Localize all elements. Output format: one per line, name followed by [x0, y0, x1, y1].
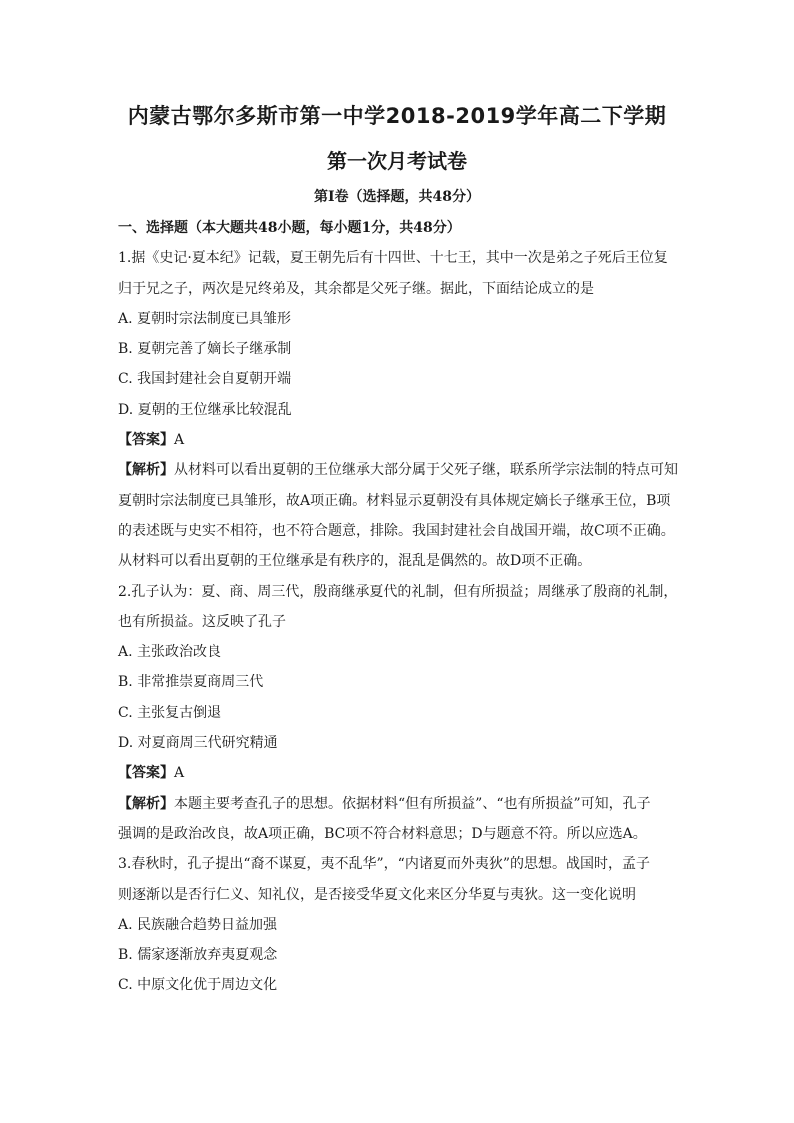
question-3-option-b: B. 儒家逐渐放弃夷夏观念 [118, 947, 278, 964]
question-1-analysis-line-1 [118, 455, 678, 485]
question-2-stem-line-2: 也有所损益。这反映了孔子 [118, 613, 286, 630]
section-heading: 一、选择题（本大题共48小题，每小题1分，共48分） [118, 220, 461, 236]
question-2-analysis-line-1 [118, 789, 678, 819]
question-3-stem-line-2: 则逐渐以是否行仁义、知礼仪，是否接受华夏文化来区分华夏与夷狄。这一变化说明 [118, 886, 636, 903]
analysis-text: 从材料可以看出夏朝的王位继承大部分属于父死子继，联系所学宗法制的特点可知 [174, 462, 678, 479]
question-2-analysis-line-2: 强调的是政治改良，故A项正确，BC项不符合材料意思；D与题意不符。所以应选A。 [118, 825, 647, 842]
answer-value: A [174, 432, 185, 449]
question-1-analysis-line-4: 从材料可以看出夏朝的王位继承是有秩序的，混乱是偶然的。故D项不正确。 [118, 553, 592, 570]
page-subtitle: 第一次月考试卷 [327, 149, 467, 173]
question-1-answer [118, 425, 678, 455]
question-1-analysis-line-3: 的表述既与史实不相符，也不符合题意，排除。我国封建社会自战国开端，故C项不正确。 [118, 522, 675, 539]
question-1-option-a: A. 夏朝时宗法制度已具雏形 [118, 310, 292, 327]
question-1-analysis-line-2: 夏朝时宗法制度已具雏形，故A项正确。材料显示夏朝没有具体规定嫡长子继承王位，B项 [118, 492, 671, 509]
answer-label: 【答案】 [118, 432, 174, 449]
document-body [118, 213, 678, 1001]
analysis-label: 【解析】 [118, 462, 174, 479]
question-2-option-c: C. 主张复古倒退 [118, 704, 222, 721]
page-title: 内蒙古鄂尔多斯市第一中学2018-2019学年高二下学期 [127, 104, 667, 128]
question-3-option-a: A. 民族融合趋势日益加强 [118, 916, 278, 933]
question-2-option-b: B. 非常推崇夏商周三代 [118, 674, 264, 691]
question-2-answer [118, 758, 678, 788]
question-1-stem-line-1: 1.据《史记·夏本纪》记载，夏王朝先后有十四世、十七王，其中一次是弟之子死后王位复 [118, 250, 668, 267]
question-1-option-c: C. 我国封建社会自夏朝开端 [118, 371, 292, 388]
answer-label: 【答案】 [118, 765, 174, 782]
question-2-option-d: D. 对夏商周三代研究精通 [118, 735, 278, 752]
analysis-text: 本题主要考查孔子的思想。依据材料“但有所损益”、“也有所损益”可知，孔子 [174, 795, 651, 812]
question-2-option-a: A. 主张政治改良 [118, 644, 222, 661]
analysis-label: 【解析】 [118, 795, 174, 812]
question-1-option-b: B. 夏朝完善了嫡长子继承制 [118, 341, 292, 358]
answer-value: A [174, 765, 185, 782]
question-2-stem-line-1: 2.孔子认为：夏、商、周三代，殷商继承夏代的礼制，但有所损益；周继承了殷商的礼制， [118, 583, 678, 600]
volume-heading: 第Ⅰ卷（选择题，共48分） [313, 189, 481, 205]
question-3-option-c: C. 中原文化优于周边文化 [118, 977, 278, 994]
question-1-stem-line-2: 归于兄之子，两次是兄终弟及，其余都是父死子继。据此，下面结论成立的是 [118, 280, 594, 297]
question-1-option-d: D. 夏朝的王位继承比较混乱 [118, 401, 292, 418]
question-3-stem-line-1: 3.春秋时，孔子提出“裔不谋夏，夷不乱华”，“内诸夏而外夷狄”的思想。战国时，孟子 [118, 856, 650, 873]
